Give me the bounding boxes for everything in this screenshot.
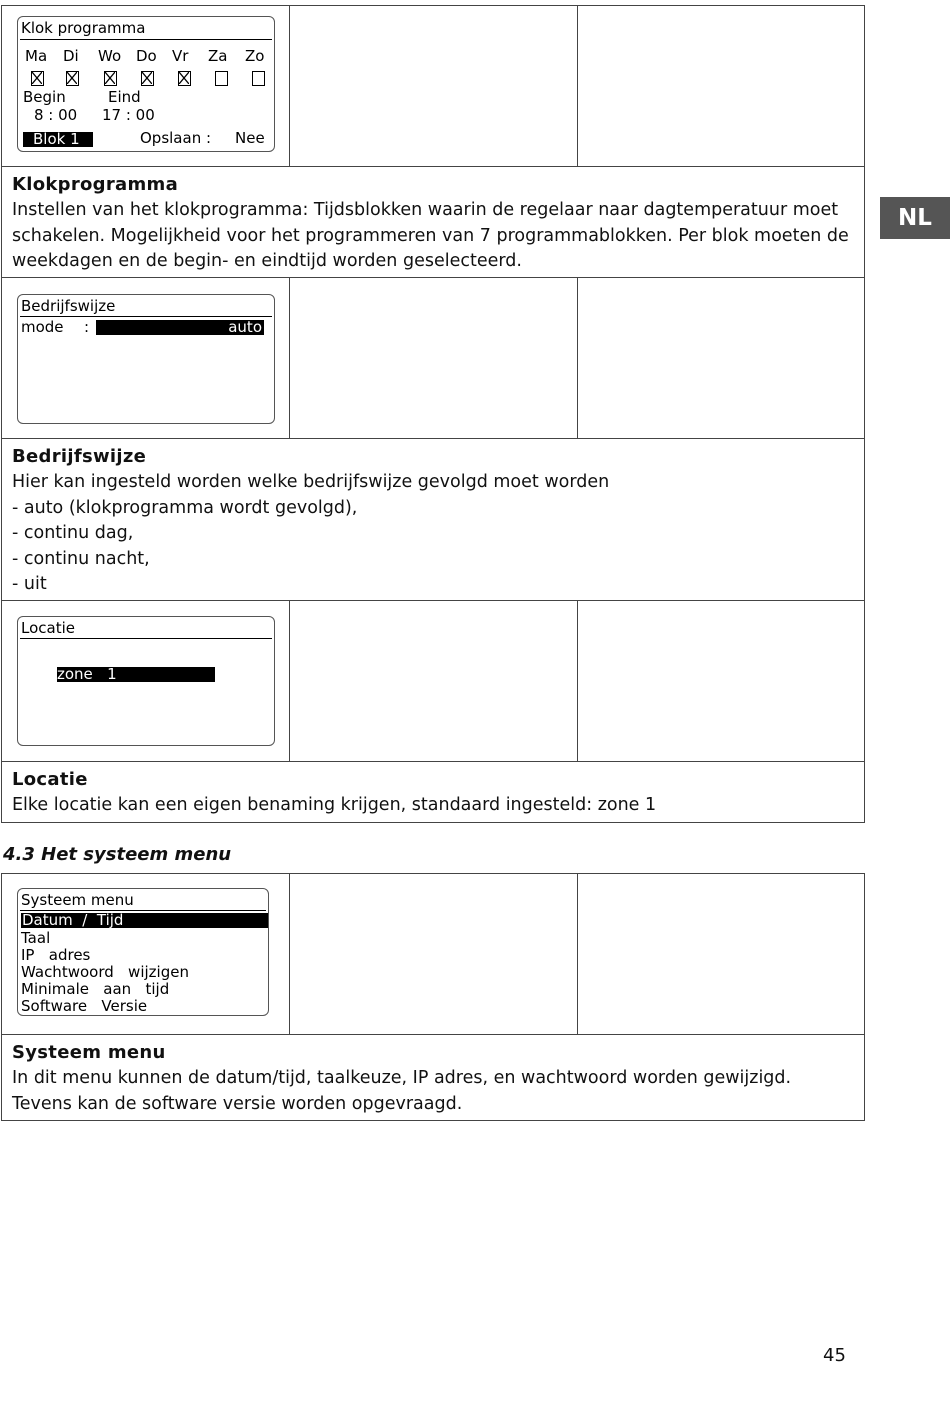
divider bbox=[289, 601, 290, 761]
description-line: weekdagen en de begin- en eindtijd worden geselecteerd. bbox=[12, 251, 522, 271]
save-value: Nee bbox=[235, 129, 265, 147]
lcd-underline bbox=[20, 316, 272, 317]
description-line: schakelen. Mogelijkheid voor het programmeren van 7 programmablokken. Per blok moeten de bbox=[12, 225, 849, 246]
divider bbox=[289, 874, 290, 1034]
day-checkbox-empty bbox=[252, 71, 265, 86]
screen-row bbox=[2, 278, 864, 439]
subsection-heading: 4.3 Het systeem menu bbox=[3, 844, 232, 865]
description-locatie bbox=[12, 767, 854, 819]
day-label: Ma bbox=[25, 47, 48, 65]
day-checkbox-checked bbox=[141, 71, 154, 86]
screen-row bbox=[2, 874, 864, 1035]
lcd-screen-locatie bbox=[17, 616, 275, 746]
lcd-screen-systeem-menu bbox=[17, 888, 269, 1016]
lcd-title: Locatie bbox=[21, 619, 75, 637]
menu-item: IP adres bbox=[21, 946, 91, 964]
description-line: Tevens kan de software versie worden opgevraagd. bbox=[12, 1093, 463, 1114]
description-bedrijfswijze bbox=[12, 444, 854, 598]
day-label: Di bbox=[63, 47, 79, 65]
lcd-title: Klok programma bbox=[21, 19, 146, 37]
menu-item-selected: Datum / Tijd bbox=[21, 913, 268, 928]
description-line: Hier kan ingesteld worden welke bedrijfswijze gevolgd moet worden bbox=[12, 472, 610, 492]
description-line: Elke locatie kan een eigen benaming krijgen, standaard ingesteld: zone 1 bbox=[12, 795, 657, 815]
lcd-underline bbox=[20, 638, 272, 639]
day-label: Wo bbox=[98, 47, 122, 65]
description-line: - continu nacht, bbox=[12, 548, 150, 569]
language-tab: NL bbox=[880, 197, 950, 239]
day-checkbox-checked bbox=[178, 71, 191, 86]
begin-label: Begin bbox=[23, 88, 66, 106]
section-klokprogramma bbox=[1, 5, 865, 278]
day-label: Do bbox=[136, 47, 157, 65]
divider bbox=[577, 6, 578, 166]
lcd-screen-klokprogramma bbox=[17, 16, 275, 152]
menu-item: Wachtwoord wijzigen bbox=[21, 963, 189, 981]
begin-time: 8 : 00 bbox=[34, 106, 78, 124]
day-label: Zo bbox=[245, 47, 265, 65]
section-bedrijfswijze bbox=[1, 277, 865, 601]
section-systeem-menu bbox=[1, 873, 865, 1121]
divider bbox=[577, 874, 578, 1034]
day-checkbox-checked bbox=[31, 71, 44, 86]
day-checkbox-checked bbox=[104, 71, 117, 86]
divider bbox=[577, 601, 578, 761]
description-line: Instellen van het klokprogramma: Tijdsblokken waarin de regelaar naar dagtemperatuur moet bbox=[12, 200, 839, 220]
description-klokprogramma bbox=[12, 172, 854, 275]
section-heading: Locatie bbox=[12, 769, 88, 790]
divider bbox=[289, 278, 290, 438]
lcd-screen-bedrijfswijze bbox=[17, 294, 275, 424]
lcd-underline bbox=[20, 39, 272, 40]
end-label: Eind bbox=[108, 88, 141, 106]
section-heading: Bedrijfswijze bbox=[12, 446, 147, 467]
section-locatie bbox=[1, 600, 865, 823]
description-line: - continu dag, bbox=[12, 523, 134, 543]
divider bbox=[577, 278, 578, 438]
mode-value: auto bbox=[96, 320, 264, 335]
lcd-title: Bedrijfswijze bbox=[21, 297, 116, 315]
end-time: 17 : 00 bbox=[102, 106, 155, 124]
mode-label: mode bbox=[21, 318, 64, 336]
day-checkbox-empty bbox=[215, 71, 228, 86]
day-label: Vr bbox=[172, 47, 189, 65]
menu-item: Software Versie bbox=[21, 997, 148, 1015]
menu-item: Minimale aan tijd bbox=[21, 980, 170, 998]
divider bbox=[289, 6, 290, 166]
description-line: - auto (klokprogramma wordt gevolgd), bbox=[12, 497, 358, 518]
block-selector: Blok 1 bbox=[23, 132, 93, 147]
description-line: - uit bbox=[12, 574, 47, 594]
screen-row bbox=[2, 601, 864, 762]
description-systeem-menu bbox=[12, 1040, 854, 1117]
menu-item: Taal bbox=[21, 929, 51, 947]
section-heading: Klokprogramma bbox=[12, 174, 179, 195]
lcd-title: Systeem menu bbox=[21, 891, 134, 909]
page-number: 45 bbox=[823, 1345, 846, 1366]
zone-name-value: zone 1 bbox=[57, 667, 215, 682]
save-label: Opslaan : bbox=[140, 129, 212, 147]
day-label: Za bbox=[208, 47, 228, 65]
screen-row bbox=[2, 6, 864, 167]
day-checkbox-checked bbox=[66, 71, 79, 86]
section-heading: Systeem menu bbox=[12, 1042, 166, 1063]
mode-colon: : bbox=[84, 318, 90, 336]
description-line: In dit menu kunnen de datum/tijd, taalkeuze, IP adres, en wachtwoord worden gewijzigd. bbox=[12, 1068, 792, 1088]
